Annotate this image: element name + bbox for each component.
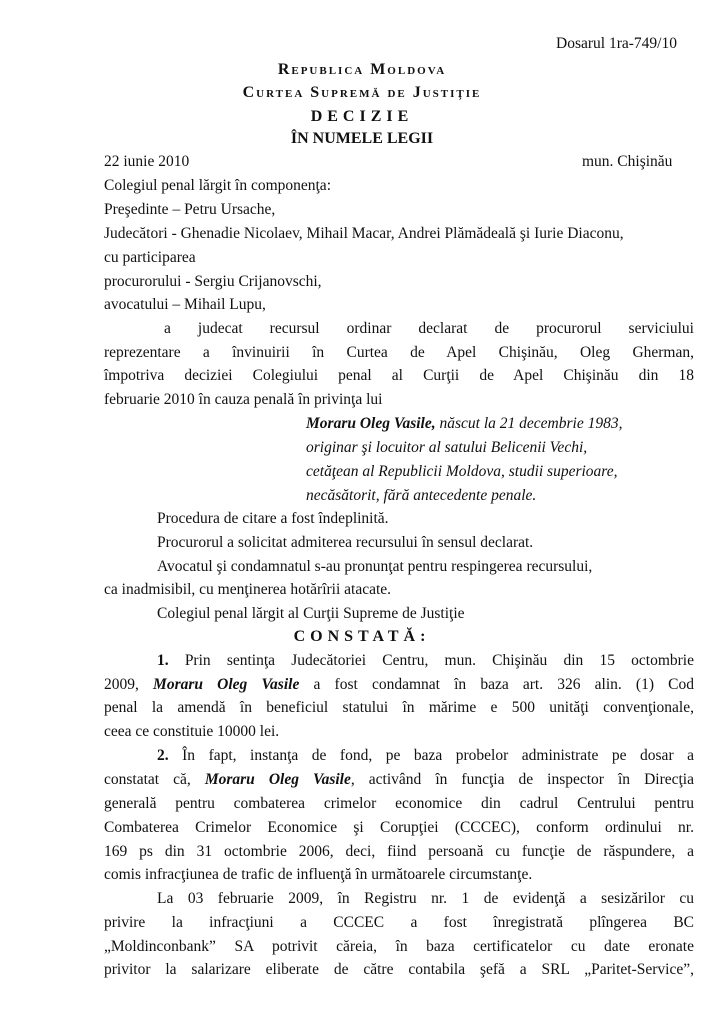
para1-line-2	[104, 675, 694, 695]
procedure-prosecutor-request: Procurorul a solicitat admiterea recursului în sensul declarat.	[157, 534, 534, 551]
procedure-citation: Procedura de citare a fost îndeplinită.	[157, 510, 389, 527]
para3-line-2: privire la infracţiuni a CCCEC a fost înregistrată plîngerea BC	[104, 914, 694, 931]
decision-place: mun. Chişinău	[582, 153, 673, 170]
para1-defendant-name: Moraru Oleg Vasile	[153, 676, 300, 693]
para2-number: 2.	[157, 747, 169, 764]
composition-lawyer: avocatului – Mihail Lupu,	[104, 296, 266, 313]
para2-defendant-name: Moraru Oleg Vasile	[204, 771, 351, 788]
para1-line-3: penal la amendă în beneficiul statului în mărime e 500 unităţi convenţionale,	[104, 699, 694, 716]
header-decision: DECIZIE	[310, 108, 414, 125]
para2-line-6: comis infracţiunea de trafic de influenţă în următoarele circumstanţe.	[104, 866, 533, 883]
procedure-defense-line-1: Avocatul şi condamnatul s-au pronunţat pentru respingerea recursului,	[157, 558, 593, 575]
para2-role: , activând în funcţia de inspector în Direcţia	[350, 771, 694, 788]
header-republic: Republica Moldova	[277, 61, 447, 78]
para3-line-4: privitor la salarizare eliberate de către contabila şefă a SRL „Paritet-Service”,	[104, 961, 694, 978]
para2-line-4: Combaterea Crimelor Economice şi Corupţiei (CCCEC), conform ordinului nr.	[104, 819, 694, 836]
para1-conviction: a fost condamnat în baza art. 326 alin. (1) Cod	[313, 676, 694, 693]
para2-line-2	[104, 770, 694, 790]
para2-line-3: generală pentru combaterea crimelor economice din cadrul Centrului pentru	[104, 795, 694, 812]
para1-line-4: ceea ce constituie 10000 lei.	[104, 723, 280, 740]
header-in-the-name-of-law: ÎN NUMELE LEGII	[290, 130, 434, 147]
para2-line-1	[157, 746, 694, 766]
composition-president: Preşedinte – Petru Ursache,	[104, 201, 276, 218]
defendant-line-3: cetăţean al Republicii Moldova, studii superioare,	[306, 463, 618, 480]
appeal-line-4: februarie 2010 în cauza penală în privinţa lui	[104, 391, 383, 408]
appeal-line-2: reprezentare a învinuirii în Curtea de Apel Chişinău, Oleg Gherman,	[104, 344, 694, 361]
para1-number: 1.	[157, 652, 169, 669]
para2-text: În fapt, instanţa de fond, pe baza probelor administrate pe dosar a	[182, 747, 694, 764]
constata-heading: CONSTATĂ:	[293, 628, 431, 645]
composition-participation: cu participarea	[104, 249, 196, 266]
para1-year: 2009,	[104, 676, 139, 693]
appeal-line-3: împotriva deciziei Colegiului penal al Curţii de Apel Chişinău din 18	[104, 367, 694, 384]
composition-intro: Colegiul penal lărgit în componenţa:	[104, 177, 331, 194]
decision-date: 22 iunie 2010	[104, 153, 190, 170]
composition-judges: Judecători - Ghenadie Nicolaev, Mihail Macar, Andrei Plămădeală şi Iurie Diaconu,	[104, 225, 624, 242]
defendant-line-4: necăsătorit, fără antecedente penale.	[306, 487, 537, 504]
para2-found: constatat că,	[104, 771, 191, 788]
header-court: Curtea Supremă de Justiţie	[242, 84, 482, 101]
composition-prosecutor: procurorului - Sergiu Crijanovschi,	[104, 273, 322, 290]
procedure-defense-line-2: ca inadmisibil, cu menţinerea hotărîrii atacate.	[104, 581, 392, 598]
defendant-line-1	[306, 414, 622, 434]
para3-line-3: „Moldinconbank” SA potrivit căreia, în baza certificatelor cu date eronate	[104, 938, 694, 955]
defendant-name: Moraru Oleg Vasile,	[306, 415, 436, 432]
para1-text: Prin sentinţa Judecătoriei Centru, mun. Chişinău din 15 octombrie	[184, 652, 694, 669]
appeal-line-1: a judecat recursul ordinar declarat de procurorul serviciului	[164, 320, 694, 337]
para2-line-5: 169 ps din 31 octombrie 2006, deci, fiind persoană cu funcţie de răspundere, a	[104, 843, 694, 860]
file-number: Dosarul 1ra-749/10	[556, 35, 677, 52]
para3-line-1: La 03 februarie 2009, în Registru nr. 1 de evidenţă a sesizărilor cu	[157, 890, 694, 907]
para1-line-1	[157, 651, 694, 671]
defendant-line-2: originar şi locuitor al satului Belicenii Vechi,	[306, 439, 588, 456]
defendant-birth: născut la 21 decembrie 1983,	[439, 415, 623, 432]
procedure-college: Colegiul penal lărgit al Curţii Supreme de Justiţie	[157, 605, 465, 622]
